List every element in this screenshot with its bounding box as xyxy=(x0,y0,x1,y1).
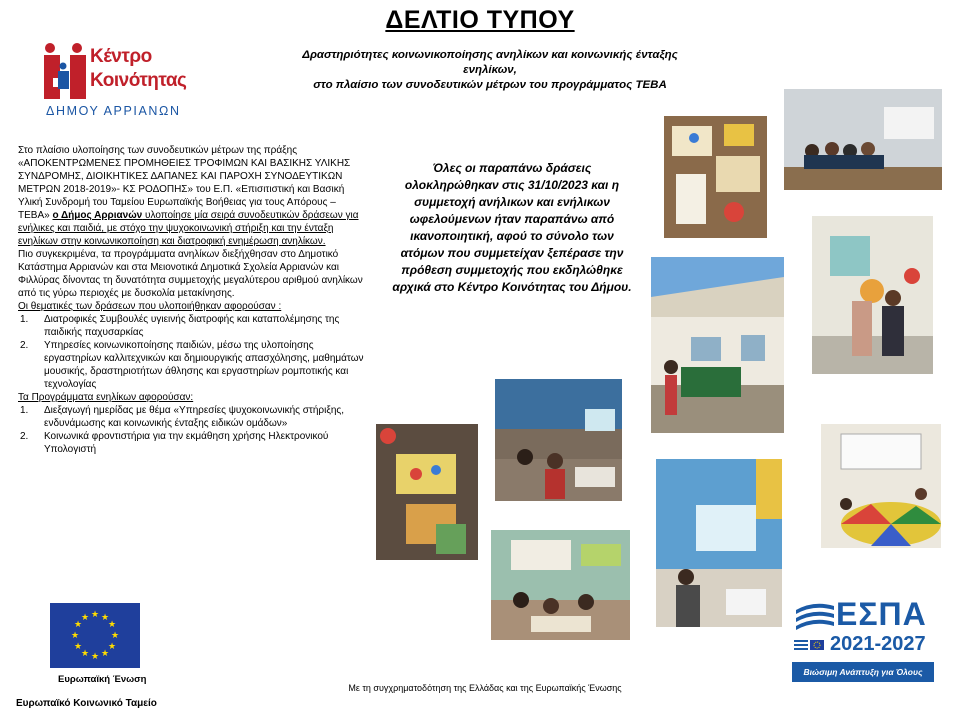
list-number: 1. xyxy=(20,405,29,416)
press-release-body xyxy=(18,144,370,456)
list-text: Διεξαγωγή ημερίδας με θέμα «Υπηρεσίες ψυχοκοινωνικής στήριξης, ενδυνάμωσης και κοινωνικής ένταξης ειδικών ομάδων» xyxy=(44,405,344,429)
esf-label: Ευρωπαϊκό Κοινωνικό Ταμείο xyxy=(16,698,157,709)
intro-paragraph xyxy=(18,144,370,248)
photo-crafts-table xyxy=(664,116,767,238)
list-item xyxy=(18,339,370,391)
adults-list xyxy=(18,404,370,456)
minors-list xyxy=(18,313,370,391)
subtitle xyxy=(250,48,730,93)
list-item xyxy=(18,430,370,456)
page-title: ΔΕΛΤΙΟ ΤΥΠΟΥ xyxy=(385,6,575,34)
eu-label: Ευρωπαϊκή Ένωση xyxy=(58,674,147,685)
logo-word-1: Κέντρο xyxy=(90,46,152,67)
intro-text: Στο πλαίσιο υλοποίησης των συνοδευτικών μέτρων της πράξης «ΑΠΟΚΕΝΤΡΩΜΕΝΕΣ ΠΡΟΜΗΘΕΙΕΣ ΤΡΟΦΙΜΩΝ ΚΑΙ ΒΑΣΙΚΗΣ ΥΛΙΚΗΣ ΣΥΝΔΡΟΜΗΣ, ΔΙΟΙΚΗΤΙΚΕΣ ΔΑΠΑΝΕΣ ΚΑΙ ΠΑΡΟΧΗ ΣΥΝΟΔΕΥΤΙΚΩΝ ΜΕΤΡΩΝ 2018-2019»- ΚΣ ΡΟΔΟΠΗΣ» του Ε.Π. «Επισιτιστική και Βασική Υλική Συνδρομή του Ταμείου Ευρωπαϊκής Βοήθειας για τους Απόρους – ΤΕΒΑ» xyxy=(18,145,351,221)
photo-computer-class xyxy=(656,459,782,627)
list-number: 2. xyxy=(20,340,29,351)
svg-text:★: ★ xyxy=(100,649,110,659)
photo-students-desks xyxy=(491,530,630,640)
svg-text:★: ★ xyxy=(73,642,83,652)
minors-heading: Οι θεματικές των δράσεων που υλοποιήθηκαν αφορούσαν : xyxy=(18,301,282,312)
svg-text:★: ★ xyxy=(80,613,90,623)
community-center-logo xyxy=(42,40,187,124)
subtitle-line-2: ενηλίκων, xyxy=(463,64,517,76)
list-item xyxy=(18,313,370,339)
intro-goal-text: υλοποίησε μία σειρά συνοδευτικών δράσεων για ενήλικες και παιδιά, με στόχο την ψυχοκοινωνική στήριξη και την ένταξη ενηλίκων στην κοινωνικοποίηση και διατροφική ενημέρωση ανηλίκων. xyxy=(18,210,359,247)
logo-word-2: Κοινότητας xyxy=(90,70,187,91)
municipality-name: ο Δήμος Αρριανών xyxy=(52,210,143,221)
photo-school-yard xyxy=(651,257,784,433)
svg-text:★: ★ xyxy=(100,613,110,623)
svg-text:★: ★ xyxy=(90,610,100,620)
logo-municipality: ΔΗΜΟΥ ΑΡΡΙΑΝΩΝ xyxy=(46,104,181,118)
subtitle-line-1: Δραστηριότητες κοινωνικοποίησης ανηλίκων και κοινωνικής ένταξης xyxy=(302,49,678,61)
svg-text:★: ★ xyxy=(107,620,117,630)
espa-word: ΕΣΠΑ xyxy=(836,596,927,632)
list-number: 2. xyxy=(20,431,29,442)
eu-flag xyxy=(50,603,140,668)
svg-text:★: ★ xyxy=(90,652,100,662)
photo-seminar-room xyxy=(784,89,942,190)
greek-eu-flags-icon xyxy=(794,640,826,658)
photo-art-workshop xyxy=(376,424,478,560)
espa-tagline: Βιώσιμη Ανάπτυξη για Όλους xyxy=(792,662,934,682)
list-text: Κοινωνικά φροντιστήρια για την εκμάθηση χρήσης Ηλεκτρονικού Υπολογιστή xyxy=(44,431,329,455)
summary-statement: Όλες οι παραπάνω δράσεις ολοκληρώθηκαν στις 31/10/2023 και η συμμετοχή ανήλικων και ενήλικων ωφελούμενων ήταν παραπάνω από ικανοποιητική, αφού το σύνολο των ατόμων που συμμετείχαν ξεπέρασε την πρόθεση συμμετοχής που εκδηλώθηκε αρχικά στο Κέντρο Κοινότητας του Δήμου. xyxy=(392,161,632,294)
eu-stars-icon xyxy=(50,603,140,668)
espa-wave-icon xyxy=(794,600,836,634)
cofunding-note: Με τη συγχρηματοδότηση της Ελλάδας και της Ευρωπαϊκής Ένωσης xyxy=(348,683,622,693)
details-paragraph: Πιο συγκεκριμένα, τα προγράμματα ανηλίκων διεξήχθησαν στο Δημοτικό Κατάστημα Αρριανών και στα Μειονοτικά Δημοτικά Σχολεία Αρριανών και Φιλλύρας δίνοντας τη δυνατότητα συμμετοχής μεγαλύτερου αριθμού ανηλίκων από τις γύρω περιοχές με δυσκολία μετακίνησης. xyxy=(18,249,363,299)
photo-parachute-game xyxy=(821,424,941,548)
espa-logo xyxy=(788,596,936,684)
svg-text:★: ★ xyxy=(110,631,120,641)
adults-heading: Τα Προγράμματα ενηλίκων αφορούσαν: xyxy=(18,392,194,403)
list-item xyxy=(18,404,370,430)
list-text: Υπηρεσίες κοινωνικοποίησης παιδιών, μέσω της υλοποίησης εργαστηρίων καλλιτεχνικών και δημιουργικής απασχόλησης, μαθημάτων μουσικής, δραστηριοτήτων άθλησης και εργαστηρίων ρομποτικής και τεχνολογίας xyxy=(44,340,364,390)
list-number: 1. xyxy=(20,314,29,325)
list-text: Διατροφικές Συμβουλές υγιεινής διατροφής και καταπολέμησης της παιδικής παχυσαρκίας xyxy=(44,314,340,338)
people-logo-icon xyxy=(42,42,88,100)
svg-text:★: ★ xyxy=(107,642,117,652)
photo-children-balloons xyxy=(812,216,933,374)
photo-classroom-projector xyxy=(495,379,622,501)
svg-text:★: ★ xyxy=(73,620,83,630)
svg-text:★: ★ xyxy=(80,649,90,659)
espa-years: 2021-2027 xyxy=(830,633,926,655)
svg-text:★: ★ xyxy=(70,631,80,641)
subtitle-line-3: στο πλαίσιο των συνοδευτικών μέτρων του προγράμματος ΤΕΒΑ xyxy=(313,79,667,91)
